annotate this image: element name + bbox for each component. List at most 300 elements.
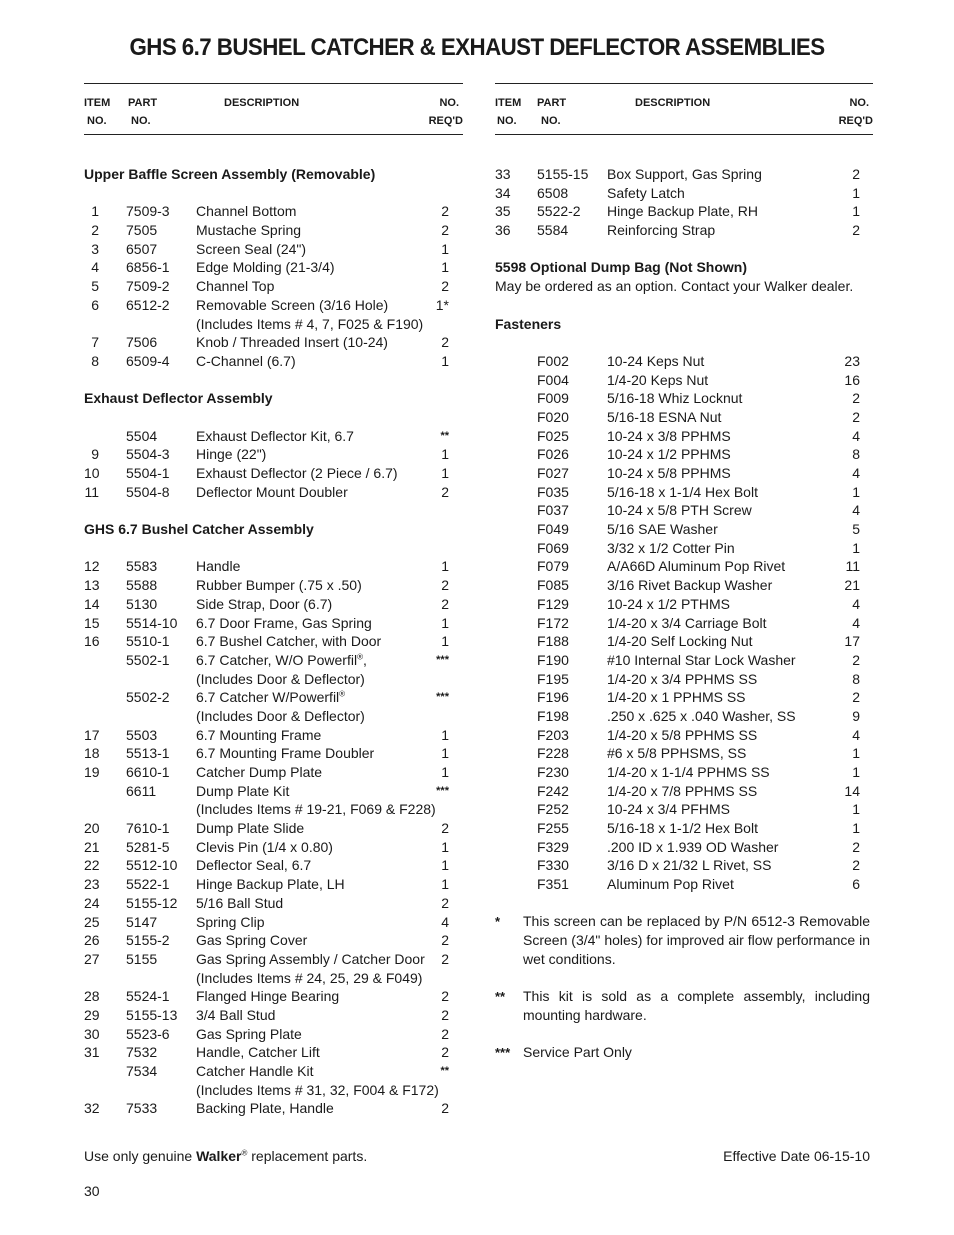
item-number: 22 xyxy=(84,857,100,874)
table-row xyxy=(84,987,463,1006)
table-row xyxy=(84,296,463,315)
part-number: F079 xyxy=(537,558,569,575)
page-number: 30 xyxy=(84,1183,100,1199)
table-row xyxy=(84,782,463,801)
part-description xyxy=(196,576,362,595)
part-description xyxy=(196,240,306,259)
description-text: Flanged Hinge Bearing xyxy=(196,988,340,1005)
header-qty-reqd: REQ'D xyxy=(428,115,463,127)
table-row xyxy=(495,389,873,408)
item-number: 14 xyxy=(84,595,100,612)
table-row xyxy=(84,838,463,857)
description-text: Channel Bottom xyxy=(196,203,297,220)
quantity: 1 xyxy=(441,240,449,257)
part-number: F198 xyxy=(537,707,569,724)
description-text: Mustache Spring xyxy=(196,222,302,239)
header-qty: NO. xyxy=(849,97,869,109)
footnote-text: This screen can be replaced by P/N 6512-3 Removable Screen (3/4" holes) for improved air flow performance in wet conditions. xyxy=(523,912,870,967)
header-item: ITEM xyxy=(495,97,522,109)
table-row xyxy=(495,483,873,502)
section-heading: 5598 Optional Dump Bag (Not Shown) xyxy=(495,259,748,276)
part-number: 7505 xyxy=(126,222,158,239)
quantity: 2 xyxy=(441,222,449,239)
part-description xyxy=(196,875,345,894)
part-description xyxy=(196,464,398,483)
part-number: 5504-3 xyxy=(126,446,170,463)
item-number: 33 xyxy=(495,166,511,182)
quantity: 11 xyxy=(845,558,860,575)
table-row xyxy=(84,819,463,838)
part-number: 6507 xyxy=(126,240,158,257)
part-number: 5524-1 xyxy=(126,988,170,1005)
part-description xyxy=(607,501,752,520)
section-heading: Upper Baffle Screen Assembly (Removable) xyxy=(84,166,376,182)
quantity: 2 xyxy=(441,894,449,911)
part-number: 7534 xyxy=(126,1063,158,1079)
part-number: 5522-2 xyxy=(537,203,581,220)
part-number: 7506 xyxy=(126,334,158,351)
part-description xyxy=(196,1099,334,1118)
quantity: 2 xyxy=(852,838,860,855)
part-number: 5155-15 xyxy=(537,166,589,182)
parts-list-left xyxy=(84,165,463,1118)
description-text: Handle, Catcher Lift xyxy=(196,1044,320,1061)
table-row xyxy=(84,894,463,913)
description-text: Screen Seal (24") xyxy=(196,240,307,257)
part-number: F330 xyxy=(537,857,569,874)
quantity: 1 xyxy=(441,558,449,575)
description-text: 6.7 Catcher W/Powerfil xyxy=(196,689,340,706)
quantity: 1 xyxy=(441,633,449,650)
quantity: 2 xyxy=(441,1044,449,1061)
parts-list-right xyxy=(495,165,873,894)
item-number: 30 xyxy=(84,1025,100,1042)
table-row xyxy=(84,875,463,894)
part-number: 6610-1 xyxy=(126,764,170,780)
part-description xyxy=(196,1081,439,1100)
part-description xyxy=(196,557,240,576)
part-description xyxy=(196,427,354,446)
part-description xyxy=(196,277,274,296)
table-row xyxy=(84,931,463,950)
quantity: 2 xyxy=(441,334,449,351)
part-number: F004 xyxy=(537,371,569,388)
item-number: 9 xyxy=(91,446,99,463)
description-text: 1/4-20 x 1 PPHMS SS xyxy=(607,689,746,706)
quantity: 1 xyxy=(852,483,860,500)
part-description xyxy=(196,744,374,763)
quantity: 1 xyxy=(441,259,449,276)
table-row xyxy=(84,464,463,483)
table-row xyxy=(495,763,873,782)
description-text: (Includes Items # 4, 7, F025 & F190) xyxy=(196,315,424,332)
description-text: 1/4-20 x 3/4 PPHMS SS xyxy=(607,670,758,687)
part-description xyxy=(607,483,758,502)
table-row xyxy=(495,576,873,595)
description-text: #10 Internal Star Lock Washer xyxy=(607,651,796,668)
part-number: 5513-1 xyxy=(126,745,170,762)
table-row xyxy=(495,184,873,203)
blank-row xyxy=(84,184,463,203)
footnote-text: This kit is sold as a complete assembly, including mounting hardware. xyxy=(523,987,870,1023)
footnote-mark: *** xyxy=(495,1044,511,1060)
quantity: 5 xyxy=(852,521,860,538)
quantity: 2 xyxy=(441,483,449,500)
table-row xyxy=(495,819,873,838)
part-number: F069 xyxy=(537,539,569,556)
table-row xyxy=(84,1099,463,1118)
part-description xyxy=(607,651,796,670)
part-description xyxy=(196,595,332,614)
quantity: 9 xyxy=(852,707,860,724)
part-description xyxy=(196,838,333,857)
item-number: 3 xyxy=(91,240,99,257)
blank-row xyxy=(84,539,463,558)
quantity: 8 xyxy=(852,670,860,687)
part-number: 5155-2 xyxy=(126,932,170,949)
page-title: GHS 6.7 BUSHEL CATCHER & EXHAUST DEFLECTOR ASSEMBLIES xyxy=(129,34,825,61)
table-row xyxy=(495,614,873,633)
description-text: Gas Spring Assembly / Catcher Door xyxy=(196,950,425,967)
part-number: F025 xyxy=(537,427,569,444)
part-number: 6509-4 xyxy=(126,352,170,369)
part-description xyxy=(196,1025,302,1044)
quantity: 2 xyxy=(852,166,860,182)
part-number: F002 xyxy=(537,352,569,369)
description-text: Edge Molding (21-3/4) xyxy=(196,259,335,276)
description-text: 1/4-20 Self Locking Nut xyxy=(607,633,753,650)
item-number: 35 xyxy=(495,203,511,220)
description-text: Hinge Backup Plate, LH xyxy=(196,876,345,893)
header-part-no: NO. xyxy=(131,115,151,127)
part-description xyxy=(607,856,771,875)
blank-row xyxy=(495,240,873,259)
description-text: 6.7 Catcher, W/O Powerfil xyxy=(196,651,358,668)
part-number: 5583 xyxy=(126,558,158,575)
part-description xyxy=(196,969,422,988)
part-description xyxy=(196,1062,314,1081)
part-number: 5155-12 xyxy=(126,894,178,911)
table-row xyxy=(84,913,463,932)
table-row xyxy=(495,670,873,689)
table-row xyxy=(495,707,873,726)
description-text: 5/16 SAE Washer xyxy=(607,521,718,538)
part-number: 5514-10 xyxy=(126,614,178,631)
table-row xyxy=(495,501,873,520)
description-text: Exhaust Deflector (2 Piece / 6.7) xyxy=(196,465,398,481)
part-number: 5155 xyxy=(126,950,158,967)
table-row xyxy=(84,221,463,240)
quantity: 2 xyxy=(441,820,449,837)
part-description xyxy=(607,576,772,595)
item-number: 20 xyxy=(84,820,100,837)
quantity: 1 xyxy=(441,465,449,481)
part-number: F203 xyxy=(537,726,569,743)
quantity: 2 xyxy=(441,595,449,612)
quantity: 4 xyxy=(852,595,860,612)
part-number: 5281-5 xyxy=(126,838,170,855)
part-description xyxy=(196,632,381,651)
table-row xyxy=(495,464,873,483)
section-note: May be ordered as an option. Contact your Walker dealer. xyxy=(495,278,854,295)
part-description xyxy=(607,763,770,782)
part-description xyxy=(196,1006,275,1025)
quantity: 1 xyxy=(852,764,860,780)
item-number: 10 xyxy=(84,465,100,481)
quantity: 2 xyxy=(441,278,449,295)
item-number: 7 xyxy=(91,334,99,351)
part-description xyxy=(196,333,388,352)
item-number: 8 xyxy=(91,352,99,369)
description-text: A/A66D Aluminum Pop Rivet xyxy=(607,558,786,575)
part-number: 5130 xyxy=(126,595,158,612)
header-part: PART xyxy=(128,97,158,109)
section-heading: Exhaust Deflector Assembly xyxy=(84,390,273,407)
part-description xyxy=(196,1043,320,1062)
description-text: Removable Screen (3/16 Hole) xyxy=(196,296,389,313)
part-description xyxy=(196,352,296,371)
table-row xyxy=(495,875,873,894)
part-number: F255 xyxy=(537,820,569,837)
description-text: 10-24 x 3/8 PPHMS xyxy=(607,427,731,444)
brand-reg: ® xyxy=(241,1148,248,1158)
part-description xyxy=(607,427,731,446)
description-text: Reinforcing Strap xyxy=(607,222,716,239)
blank-row xyxy=(84,501,463,520)
blank-row xyxy=(495,333,873,352)
table-row xyxy=(495,557,873,576)
header-description: DESCRIPTION xyxy=(224,97,300,109)
part-description xyxy=(196,894,283,913)
description-text: #6 x 5/8 PPHSMS, SS xyxy=(607,745,747,762)
description-text: (Includes Items # 31, 32, F004 & F172) xyxy=(196,1081,439,1098)
description-text: 10-24 Keps Nut xyxy=(607,352,705,369)
part-number: 5504 xyxy=(126,427,158,444)
table-row xyxy=(495,520,873,539)
part-number: 5502-1 xyxy=(126,651,170,668)
description-text: 5/16 Ball Stud xyxy=(196,894,284,911)
table-row xyxy=(84,277,463,296)
table-row xyxy=(84,1006,463,1025)
blank-row xyxy=(84,408,463,427)
description-text: .200 ID x 1.939 OD Washer xyxy=(607,838,779,855)
table-row xyxy=(495,352,873,371)
part-description xyxy=(607,165,762,184)
footnote xyxy=(495,1043,873,1062)
table-row xyxy=(495,688,873,707)
table-row xyxy=(495,856,873,875)
part-description xyxy=(607,782,757,801)
quantity: 4 xyxy=(852,614,860,631)
registered-mark: ® xyxy=(357,652,363,662)
quantity: 1 xyxy=(441,838,449,855)
part-number: F252 xyxy=(537,801,569,818)
table-row xyxy=(495,408,873,427)
brand-name: Walker xyxy=(196,1148,242,1164)
part-number: 5522-1 xyxy=(126,876,170,893)
part-number: 6611 xyxy=(126,782,157,799)
quantity: 1 xyxy=(441,446,449,463)
part-number: F037 xyxy=(537,502,569,519)
quantity: 1 xyxy=(441,876,449,893)
description-text: (Includes Items # 24, 25, 29 & F049) xyxy=(196,969,423,986)
section-heading: GHS 6.7 Bushel Catcher Assembly xyxy=(84,521,314,538)
table-row xyxy=(84,726,463,745)
part-number: 5588 xyxy=(126,577,158,594)
description-text: 1/4-20 x 1-1/4 PPHMS SS xyxy=(607,764,770,780)
effective-date: Effective Date 06-15-10 xyxy=(723,1148,870,1164)
description-text: .250 x .625 x .040 Washer, SS xyxy=(607,707,796,724)
quantity: 4 xyxy=(852,465,860,481)
description-text: Dump Plate Kit xyxy=(196,782,290,799)
table-row xyxy=(84,969,463,988)
part-description xyxy=(196,445,266,464)
part-description xyxy=(607,614,767,633)
header-item-no: NO. xyxy=(497,115,517,127)
description-text: Catcher Handle Kit xyxy=(196,1063,314,1079)
footnote-mark: ** xyxy=(495,988,506,1004)
table-row xyxy=(84,576,463,595)
item-number: 2 xyxy=(91,222,99,239)
footer-left-post: replacement parts. xyxy=(247,1148,368,1164)
part-description xyxy=(607,389,742,408)
left-column xyxy=(84,83,463,1118)
part-number: 5512-10 xyxy=(126,857,178,874)
part-description xyxy=(607,557,785,576)
footnotes xyxy=(495,912,873,1062)
description-text: 3/16 Rivet Backup Washer xyxy=(607,577,773,594)
description-text: Box Support, Gas Spring xyxy=(607,166,762,182)
table-row xyxy=(84,614,463,633)
table-row xyxy=(84,240,463,259)
part-number: 6512-2 xyxy=(126,296,170,313)
part-number: F188 xyxy=(537,633,569,650)
item-number: 16 xyxy=(84,633,100,650)
part-description xyxy=(607,744,746,763)
part-description xyxy=(196,913,264,932)
table-row xyxy=(84,202,463,221)
part-description xyxy=(607,221,715,240)
part-description xyxy=(196,670,365,689)
table-row xyxy=(84,707,463,726)
quantity: 2 xyxy=(852,651,860,668)
table-row xyxy=(84,1043,463,1062)
description-text: Aluminum Pop Rivet xyxy=(607,876,734,893)
description-text: 10-24 x 5/8 PPHMS xyxy=(607,465,731,481)
part-description xyxy=(196,315,423,334)
item-number: 29 xyxy=(84,1006,100,1023)
part-number: F172 xyxy=(537,614,569,631)
quantity: 2 xyxy=(441,1025,449,1042)
description-text: 5/16-18 ESNA Nut xyxy=(607,408,722,425)
part-number: F020 xyxy=(537,408,569,425)
part-description xyxy=(607,445,731,464)
header-part-no: NO. xyxy=(541,115,561,127)
part-description xyxy=(607,726,757,745)
part-number: 5510-1 xyxy=(126,633,170,650)
part-description xyxy=(196,931,307,950)
description-text: Handle xyxy=(196,558,241,575)
description-text: Deflector Seal, 6.7 xyxy=(196,857,312,874)
part-number: F195 xyxy=(537,670,569,687)
table-row xyxy=(84,1062,463,1081)
part-description xyxy=(196,221,301,240)
description-text: (Includes Door & Deflector) xyxy=(196,670,365,687)
table-row xyxy=(495,782,873,801)
part-number: F009 xyxy=(537,390,569,407)
quantity: ** xyxy=(440,429,449,442)
part-description xyxy=(196,856,311,875)
description-text: (Includes Door & Deflector) xyxy=(196,707,365,724)
part-description xyxy=(196,688,345,707)
quantity: 2 xyxy=(852,408,860,425)
blank-row xyxy=(495,296,873,315)
description-text: Deflector Mount Doubler xyxy=(196,483,348,500)
part-description xyxy=(196,987,339,1006)
table-header-right xyxy=(495,83,873,135)
item-number: 11 xyxy=(84,483,99,500)
part-number: 5503 xyxy=(126,726,158,743)
description-text: Spring Clip xyxy=(196,913,265,930)
item-number: 36 xyxy=(495,222,511,239)
quantity: 2 xyxy=(852,390,860,407)
part-number: F242 xyxy=(537,782,569,799)
part-description xyxy=(607,819,758,838)
description-text: Knob / Threaded Insert (10-24) xyxy=(196,334,388,351)
footnote-mark: * xyxy=(495,913,501,929)
footnote xyxy=(495,912,873,969)
item-number: 15 xyxy=(84,614,100,631)
part-description xyxy=(607,838,778,857)
quantity: *** xyxy=(436,691,449,704)
table-row xyxy=(84,744,463,763)
part-number: 5155-13 xyxy=(126,1006,178,1023)
part-description xyxy=(196,800,436,819)
part-number: F329 xyxy=(537,838,569,855)
table-row xyxy=(495,651,873,670)
table-row xyxy=(495,744,873,763)
part-number: 7509-3 xyxy=(126,203,170,220)
description-text: 5/16-18 Whiz Locknut xyxy=(607,390,743,407)
part-number: 5584 xyxy=(537,222,569,239)
quantity: 1 xyxy=(852,801,860,818)
part-number: 7509-2 xyxy=(126,278,170,295)
description-text: (Includes Items # 19-21, F069 & F228) xyxy=(196,801,436,818)
table-row xyxy=(84,651,463,670)
table-row xyxy=(84,483,463,502)
item-number: 13 xyxy=(84,577,100,594)
item-number: 4 xyxy=(91,259,99,276)
part-number: 5504-8 xyxy=(126,483,170,500)
table-row xyxy=(84,557,463,576)
quantity: 8 xyxy=(852,446,860,463)
part-number: 6508 xyxy=(537,184,569,201)
quantity: 2 xyxy=(441,950,449,967)
quantity: 1 xyxy=(441,857,449,874)
part-description xyxy=(607,184,685,203)
part-number: 5504-1 xyxy=(126,465,170,481)
section-heading: Fasteners xyxy=(495,315,562,332)
quantity: 1* xyxy=(435,296,449,313)
description-text: Catcher Dump Plate xyxy=(196,764,323,780)
right-column xyxy=(495,83,873,1080)
quantity: 2 xyxy=(852,222,860,239)
table-row xyxy=(495,427,873,446)
quantity: 17 xyxy=(844,633,860,650)
item-number: 19 xyxy=(84,764,100,780)
header-item: ITEM xyxy=(84,97,111,109)
table-row xyxy=(84,950,463,969)
